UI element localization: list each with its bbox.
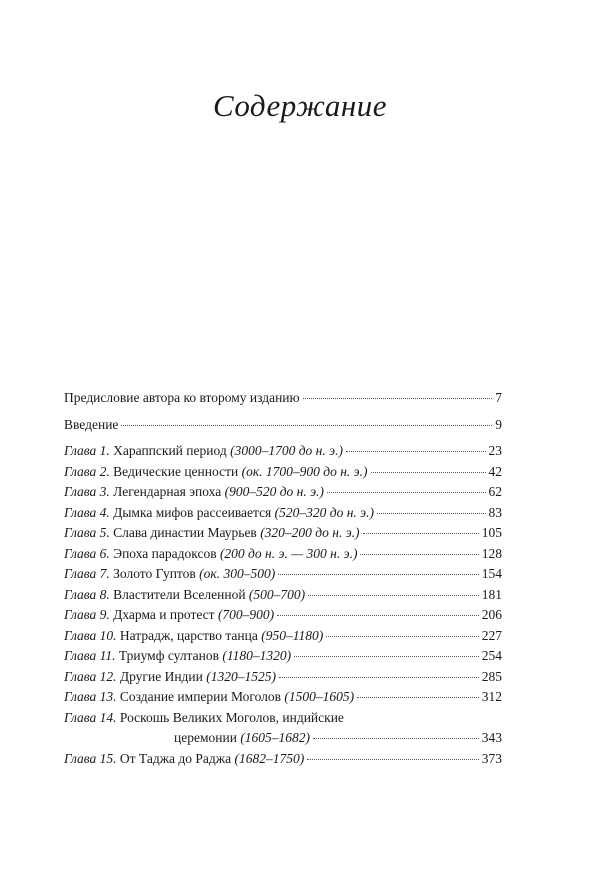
dot-leader (121, 424, 492, 426)
toc-page-number: 343 (481, 730, 502, 745)
chapter-dates: (1682–1750) (234, 750, 305, 766)
toc-page-number: 312 (481, 689, 502, 704)
dot-leader (308, 594, 479, 596)
toc-entry-title: Глава 11. Триумф султанов (1180–1320) (64, 648, 292, 663)
toc-page-number: 62 (488, 484, 502, 499)
chapter-number: Глава 8. (64, 586, 110, 602)
toc-entry-title: Глава 14. Роскошь Великих Моголов, индийские (64, 709, 344, 725)
chapter-number: Глава 11. (64, 648, 116, 663)
chapter-dates: (1180–1320) (222, 648, 292, 663)
toc-entry-title: Глава 3. Легендарная эпоха (900–520 до н. э.) (64, 484, 324, 499)
toc-entry-chapter-3[interactable] (64, 482, 502, 503)
dot-leader (303, 397, 493, 399)
dot-leader (279, 676, 479, 678)
toc-entry-chapter-7[interactable] (64, 564, 502, 585)
toc-entry-chapter-10[interactable] (64, 626, 502, 647)
toc-page-number: 42 (488, 463, 502, 479)
dot-leader (313, 737, 479, 739)
toc-entry-title: Глава 1. Хараппский период (3000–1700 до н. э.) (64, 443, 343, 458)
chapter-dates: (900–520 до н. э.) (224, 484, 324, 499)
toc-page-number: 128 (481, 545, 502, 561)
chapter-number: Глава 13. (64, 689, 117, 704)
chapter-dates: (3000–1700 до н. э.) (230, 443, 343, 458)
toc-page-number: 373 (481, 750, 502, 766)
chapter-number: Глава 3. (64, 484, 110, 499)
chapter-dates: (1320–1525) (206, 668, 276, 684)
toc-entry-title: Глава 2. Ведические ценности (ок. 1700–900 до н. э.) (64, 463, 368, 479)
page-title: Содержание (212, 88, 388, 123)
toc-entry-title: Глава 6. Эпоха парадоксов (200 до н. э. — 300 н. э.) (64, 545, 358, 561)
toc-entry-title: Глава 15. От Таджа до Раджа (1682–1750) (64, 750, 305, 766)
dot-leader (357, 696, 479, 698)
toc-page-number: 254 (481, 648, 502, 663)
toc-entry-title: Глава 7. Золото Гуптов (ок. 300–500) (64, 566, 276, 581)
toc-entry-chapter-14[interactable] (64, 708, 502, 749)
dot-leader (360, 553, 478, 555)
toc-page-number: 227 (481, 627, 502, 643)
toc-entry-title: Глава 5. Слава династии Маурьев (320–200 до н. э.) (64, 525, 360, 540)
toc-entry-second-line (64, 728, 502, 749)
toc-entry-chapter-6[interactable] (64, 544, 502, 565)
chapter-number: Глава 15. (64, 750, 117, 766)
toc-entry-chapter-15[interactable] (64, 749, 502, 770)
toc-entry-title: Введение (64, 416, 119, 432)
toc-entry-title: Глава 8. Властители Вселенной (500–700) (64, 586, 306, 602)
dot-leader (294, 655, 479, 657)
chapter-dates: (520–320 до н. э.) (274, 504, 375, 520)
toc-page-number: 181 (481, 586, 502, 602)
chapter-number: Глава 5. (64, 525, 110, 540)
chapter-dates: (ок. 1700–900 до н. э.) (241, 463, 368, 479)
toc-entry-title: Глава 10. Натрадж, царство танца (950–1180) (64, 627, 324, 643)
chapter-dates: (500–700) (248, 586, 306, 602)
chapter-dates: (ок. 300–500) (199, 566, 276, 581)
dot-leader (371, 471, 486, 473)
chapter-dates: (700–900) (217, 607, 275, 622)
chapter-number: Глава 6. (64, 545, 110, 561)
dot-leader (327, 491, 486, 493)
toc-page-number: 105 (481, 525, 502, 540)
toc-entry-title: Глава 12. Другие Индии (1320–1525) (64, 668, 276, 684)
chapter-number: Глава 12. (64, 668, 117, 684)
toc-page-number: 7 (495, 390, 502, 405)
chapter-number: Глава 2. (64, 463, 110, 479)
toc-page-number: 206 (481, 607, 502, 622)
toc-entry-first-line (64, 708, 502, 729)
toc-entry-title: Предисловие автора ко второму изданию (64, 390, 300, 405)
toc-entry-chapter-9[interactable] (64, 605, 502, 626)
dot-leader (277, 614, 479, 616)
toc-entry-chapter-1[interactable] (64, 441, 502, 462)
toc-page-number: 154 (481, 566, 502, 581)
toc-entry-chapter-2[interactable] (64, 462, 502, 483)
toc-entry-chapter-12[interactable] (64, 667, 502, 688)
table-of-contents (64, 388, 502, 769)
toc-entry-chapter-11[interactable] (64, 646, 502, 667)
chapter-dates: (1500–1605) (284, 689, 355, 704)
toc-entry-title: Глава 13. Создание империи Моголов (1500–1605) (64, 689, 355, 704)
dot-leader (307, 758, 479, 760)
chapter-dates: (320–200 до н. э.) (260, 525, 360, 540)
toc-page-number: 83 (488, 504, 502, 520)
toc-entry-chapter-4[interactable] (64, 503, 502, 524)
toc-entry-chapter-13[interactable] (64, 687, 502, 708)
chapter-dates: (200 до н. э. — 300 н. э.) (219, 545, 358, 561)
chapter-dates: (950–1180) (261, 627, 324, 643)
dot-leader (377, 512, 485, 514)
dot-leader (326, 635, 479, 637)
dot-leader (278, 573, 479, 575)
toc-entry-chapter-5[interactable] (64, 523, 502, 544)
chapter-dates: (1605–1682) (240, 730, 311, 745)
chapter-number: Глава 7. (64, 566, 110, 581)
toc-entry-title: Глава 4. Дымка мифов рассеивается (520–320 до н. э.) (64, 504, 375, 520)
dot-leader (363, 532, 479, 534)
toc-entry-introduction[interactable] (64, 415, 502, 436)
chapter-number: Глава 10. (64, 627, 117, 643)
toc-entry-title-continued: церемонии (1605–1682) (174, 730, 311, 745)
chapter-number: Глава 4. (64, 504, 110, 520)
toc-page-number: 285 (481, 668, 502, 684)
toc-entry-preface[interactable] (64, 388, 502, 409)
chapter-number: Глава 1. (64, 443, 110, 458)
toc-entry-chapter-8[interactable] (64, 585, 502, 606)
dot-leader (346, 450, 486, 452)
chapter-number: Глава 14. (64, 709, 117, 725)
toc-page-number: 23 (488, 443, 502, 458)
chapter-number: Глава 9. (64, 607, 110, 622)
toc-entry-title: Глава 9. Дхарма и протест (700–900) (64, 607, 275, 622)
toc-page-number: 9 (495, 416, 502, 432)
